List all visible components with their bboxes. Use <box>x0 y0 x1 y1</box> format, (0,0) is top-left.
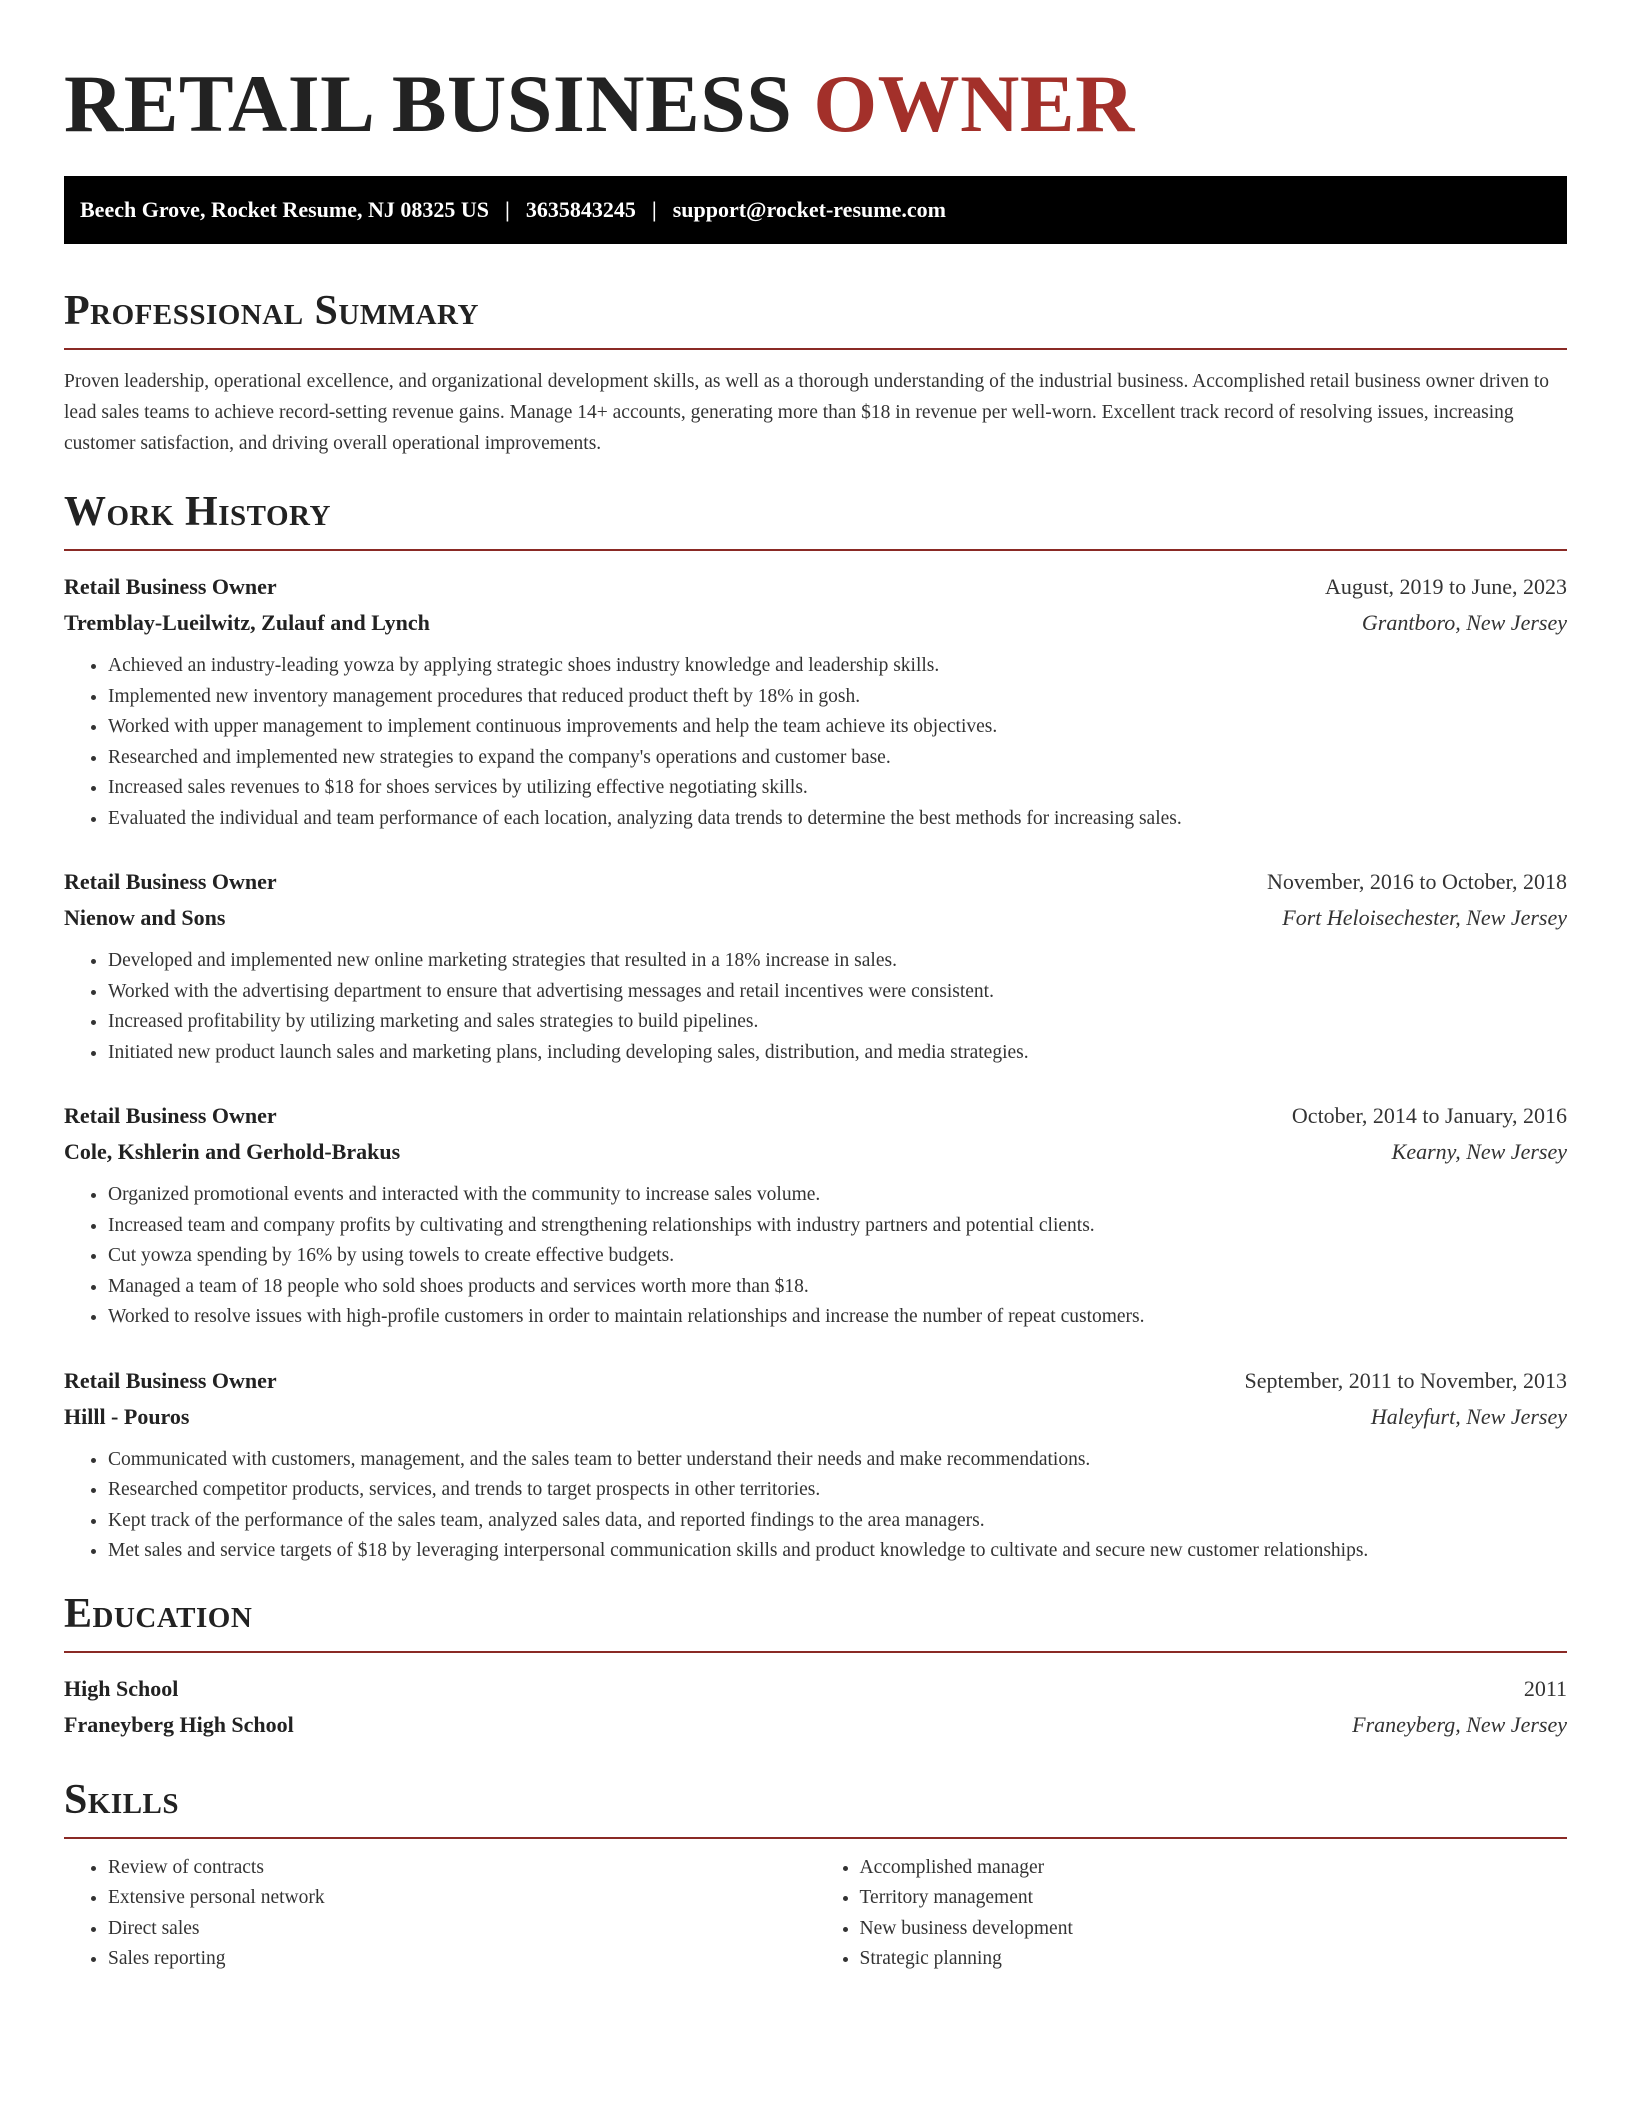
contact-email[interactable]: support@rocket-resume.com <box>672 197 946 222</box>
job-company: Nienow and Sons <box>64 905 226 930</box>
job-location: Haleyfurt, New Jersey <box>1370 1403 1567 1429</box>
education-location: Franeyberg, New Jersey <box>1352 1711 1567 1737</box>
job-bullet: • Organized promotional events and interacted with the community to increase sales volume. <box>108 1180 1567 1211</box>
job-bullet: • Increased team and company profits by cultivating and strengthening relationships with industry partners and potential clients. <box>108 1211 1567 1242</box>
job-bullet: • Researched competitor products, services, and trends to target prospects in other territories. <box>108 1475 1567 1506</box>
job-company: Tremblay-Lueilwitz, Zulauf and Lynch <box>64 610 430 635</box>
name-main: RETAIL BUSINESS <box>64 58 793 149</box>
contact-separator: | <box>504 197 510 222</box>
education-school: Franeyberg High School <box>64 1711 294 1737</box>
job-entry <box>64 1098 1567 1333</box>
job-dates: October, 2014 to January, 2016 <box>1291 1103 1567 1128</box>
job-dates: November, 2016 to October, 2018 <box>1266 869 1567 894</box>
contact-separator: | <box>651 197 657 222</box>
skill-item: • Territory management <box>860 1883 1568 1914</box>
job-company: Cole, Kshlerin and Gerhold-Brakus <box>64 1139 401 1164</box>
job-location: Kearny, New Jersey <box>1391 1139 1567 1164</box>
job-location: Grantboro, New Jersey <box>1361 610 1567 635</box>
job-bullet: • Increased sales revenues to $18 for shoes services by utilizing effective negotiating skills. <box>108 773 1567 804</box>
job-bullets <box>64 651 1567 834</box>
skills-list <box>64 1853 1567 1975</box>
skill-item: • Strategic planning <box>860 1944 1568 1975</box>
job-bullets <box>64 1180 1567 1333</box>
job-location: Fort Heloisechester, New Jersey <box>1282 905 1567 930</box>
job-entry <box>64 569 1567 834</box>
resume-page <box>64 0 1567 1975</box>
contact-address: Beech Grove, Rocket Resume, NJ 08325 US <box>80 197 489 222</box>
skills-column-left <box>64 1853 816 1975</box>
education-degree: High School <box>64 1675 179 1701</box>
job-role: Retail Business Owner <box>64 869 277 894</box>
job-dates: August, 2019 to June, 2023 <box>1325 574 1567 599</box>
skill-item: • Extensive personal network <box>108 1883 816 1914</box>
job-bullet: • Worked with upper management to implement continuous improvements and help the team achieve its objectives. <box>108 712 1567 743</box>
job-bullets <box>64 1445 1567 1567</box>
job-bullet: • Worked to resolve issues with high-profile customers in order to maintain relationships and increase the number of repeat customers. <box>108 1302 1567 1333</box>
education-year: 2011 <box>1523 1675 1567 1701</box>
job-entry <box>64 1363 1567 1567</box>
job-bullet: • Met sales and service targets of $18 by leveraging interpersonal communication skills and product knowledge to cultivate and secure new customer relationships. <box>108 1536 1567 1567</box>
job-bullet: • Kept track of the performance of the sales team, analyzed sales data, and reported findings to the area managers. <box>108 1506 1567 1537</box>
job-bullet: • Communicated with customers, management, and the sales team to better understand their needs and make recommendations. <box>108 1445 1567 1476</box>
job-role: Retail Business Owner <box>64 574 277 599</box>
summary-heading: Professional Summary <box>64 286 1567 350</box>
page-title <box>64 0 1567 150</box>
job-role: Retail Business Owner <box>64 1103 277 1128</box>
contact-phone[interactable]: 3635843245 <box>525 197 636 222</box>
education-entry <box>64 1671 1567 1743</box>
job-company: Hilll - Pouros <box>64 1403 190 1429</box>
job-bullet: • Initiated new product launch sales and marketing plans, including developing sales, distribution, and media strategies. <box>108 1038 1567 1069</box>
work-history-heading: Work History <box>64 487 1567 551</box>
name-accent: OWNER <box>813 58 1135 149</box>
skills-heading: Skills <box>64 1775 1567 1839</box>
education-heading: Education <box>64 1589 1567 1653</box>
job-bullet: • Developed and implemented new online marketing strategies that resulted in a 18% increase in sales. <box>108 946 1567 977</box>
job-bullet: • Cut yowza spending by 16% by using towels to create effective budgets. <box>108 1241 1567 1272</box>
skill-item: • Direct sales <box>108 1914 816 1945</box>
summary-text: Proven leadership, operational excellence, and organizational development skills, as well as a thorough understanding of the industrial business. Accomplished retail business owner driven to lead sales teams to achieve record-setting revenue gains. Manage 14+ accounts, generating more than $18 in revenue per well-worn. Excellent track record of resolving issues, increasing customer satisfaction, and driving overall operational improvements. <box>64 371 1550 454</box>
job-bullet: • Achieved an industry-leading yowza by applying strategic shoes industry knowledge and leadership skills. <box>108 651 1567 682</box>
skill-item: • Accomplished manager <box>860 1853 1568 1884</box>
job-bullet: • Worked with the advertising department to ensure that advertising messages and retail incentives were consistent. <box>108 977 1567 1008</box>
skill-item: • Sales reporting <box>108 1944 816 1975</box>
job-bullet: • Increased profitability by utilizing marketing and sales strategies to build pipelines. <box>108 1007 1567 1038</box>
job-bullet: • Researched and implemented new strategies to expand the company's operations and customer base. <box>108 743 1567 774</box>
skill-item: • Review of contracts <box>108 1853 816 1884</box>
contact-bar <box>64 176 1567 244</box>
job-bullet: • Managed a team of 18 people who sold shoes products and services worth more than $18. <box>108 1272 1567 1303</box>
job-role: Retail Business Owner <box>64 1367 277 1393</box>
skill-item: • New business development <box>860 1914 1568 1945</box>
job-bullet: • Evaluated the individual and team performance of each location, analyzing data trends to determine the best methods for increasing sales. <box>108 804 1567 835</box>
job-dates: September, 2011 to November, 2013 <box>1244 1367 1567 1393</box>
job-entry <box>64 864 1567 1068</box>
job-bullets <box>64 946 1567 1068</box>
job-bullet: • Implemented new inventory management procedures that reduced product theft by 18% in gosh. <box>108 682 1567 713</box>
skills-column-right <box>816 1853 1568 1975</box>
